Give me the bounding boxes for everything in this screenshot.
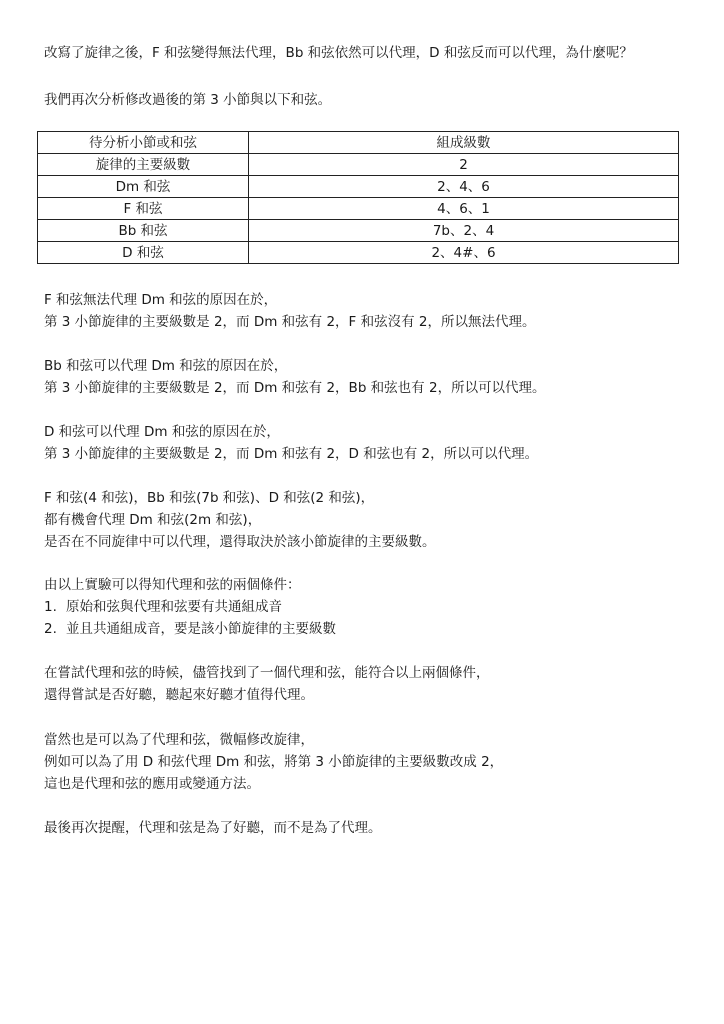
table-cell: 旋律的主要級數 [38,154,249,176]
list-item [44,620,336,638]
paragraph-line: 在嘗試代理和弦的時候，儘管找到了一個代理和弦，能符合以上兩個條件， [44,665,490,681]
table-cell: F 和弦 [38,198,249,220]
paragraph-line: 第 3 小節旋律的主要級數是 2，而 Dm 和弦有 2，D 和弦也有 2，所以可以代理。 [44,446,539,462]
table-row [38,220,679,242]
paragraph-line: F 和弦無法代理 Dm 和弦的原因在於， [44,292,278,308]
table-row [38,154,679,176]
table-cell: 2 [249,154,679,176]
table-cell: Bb 和弦 [38,220,249,242]
paragraph-line: Bb 和弦可以代理 Dm 和弦的原因在於， [44,358,288,374]
paragraph-line: 都有機會代理 Dm 和弦(2m 和弦)， [44,512,262,528]
paragraph-line: 由以上實驗可以得知代理和弦的兩個條件： [44,577,301,593]
table-row [38,176,679,198]
intro-question: 改寫了旋律之後，F 和弦變得無法代理，Bb 和弦依然可以代理，D 和弦反而可以代理，為什麼呢？ [44,45,633,61]
paragraph-line: 例如可以為了用 D 和弦代理 Dm 和弦，將第 3 小節旋律的主要級數改成 2， [44,754,504,770]
paragraph-line: 是否在不同旋律中可以代理，還得取決於該小節旋律的主要級數。 [44,534,436,550]
table-cell: 2、4、6 [249,176,679,198]
table-cell: 4、6、1 [249,198,679,220]
list-number: 2. [44,621,57,637]
table-header: 組成級數 [249,132,679,154]
paragraph-line: 這也是代理和弦的應用或變通方法。 [44,776,260,792]
paragraph-line: 當然也是可以為了代理和弦，微幅修改旋律， [44,732,314,748]
intro-analysis: 我們再次分析修改過後的第 3 小節與以下和弦。 [44,92,332,108]
chord-analysis-table [37,131,679,264]
paragraph-line: 第 3 小節旋律的主要級數是 2，而 Dm 和弦有 2，F 和弦沒有 2，所以無法代理。 [44,314,536,330]
paragraph-line: 還得嘗試是否好聽，聽起來好聽才值得代理。 [44,687,314,703]
list-text: 原始和弦與代理和弦要有共通組成音 [66,599,282,615]
table-header-row [38,132,679,154]
table-cell: 7b、2、4 [249,220,679,242]
table-cell: Dm 和弦 [38,176,249,198]
paragraph-line: D 和弦可以代理 Dm 和弦的原因在於， [44,424,280,440]
table-row [38,242,679,264]
table-header: 待分析小節或和弦 [38,132,249,154]
list-text: 並且共通組成音，要是該小節旋律的主要級數 [66,621,336,637]
table-cell: 2、4#、6 [249,242,679,264]
table-row [38,198,679,220]
table-cell: D 和弦 [38,242,249,264]
paragraph-line: 最後再次提醒，代理和弦是為了好聽，而不是為了代理。 [44,820,382,836]
list-number: 1. [44,599,57,615]
list-item [44,598,282,616]
paragraph-line: F 和弦(4 和弦)，Bb 和弦(7b 和弦)、D 和弦(2 和弦)， [44,490,375,506]
paragraph-line: 第 3 小節旋律的主要級數是 2，而 Dm 和弦有 2，Bb 和弦也有 2，所以可以代理。 [44,380,546,396]
